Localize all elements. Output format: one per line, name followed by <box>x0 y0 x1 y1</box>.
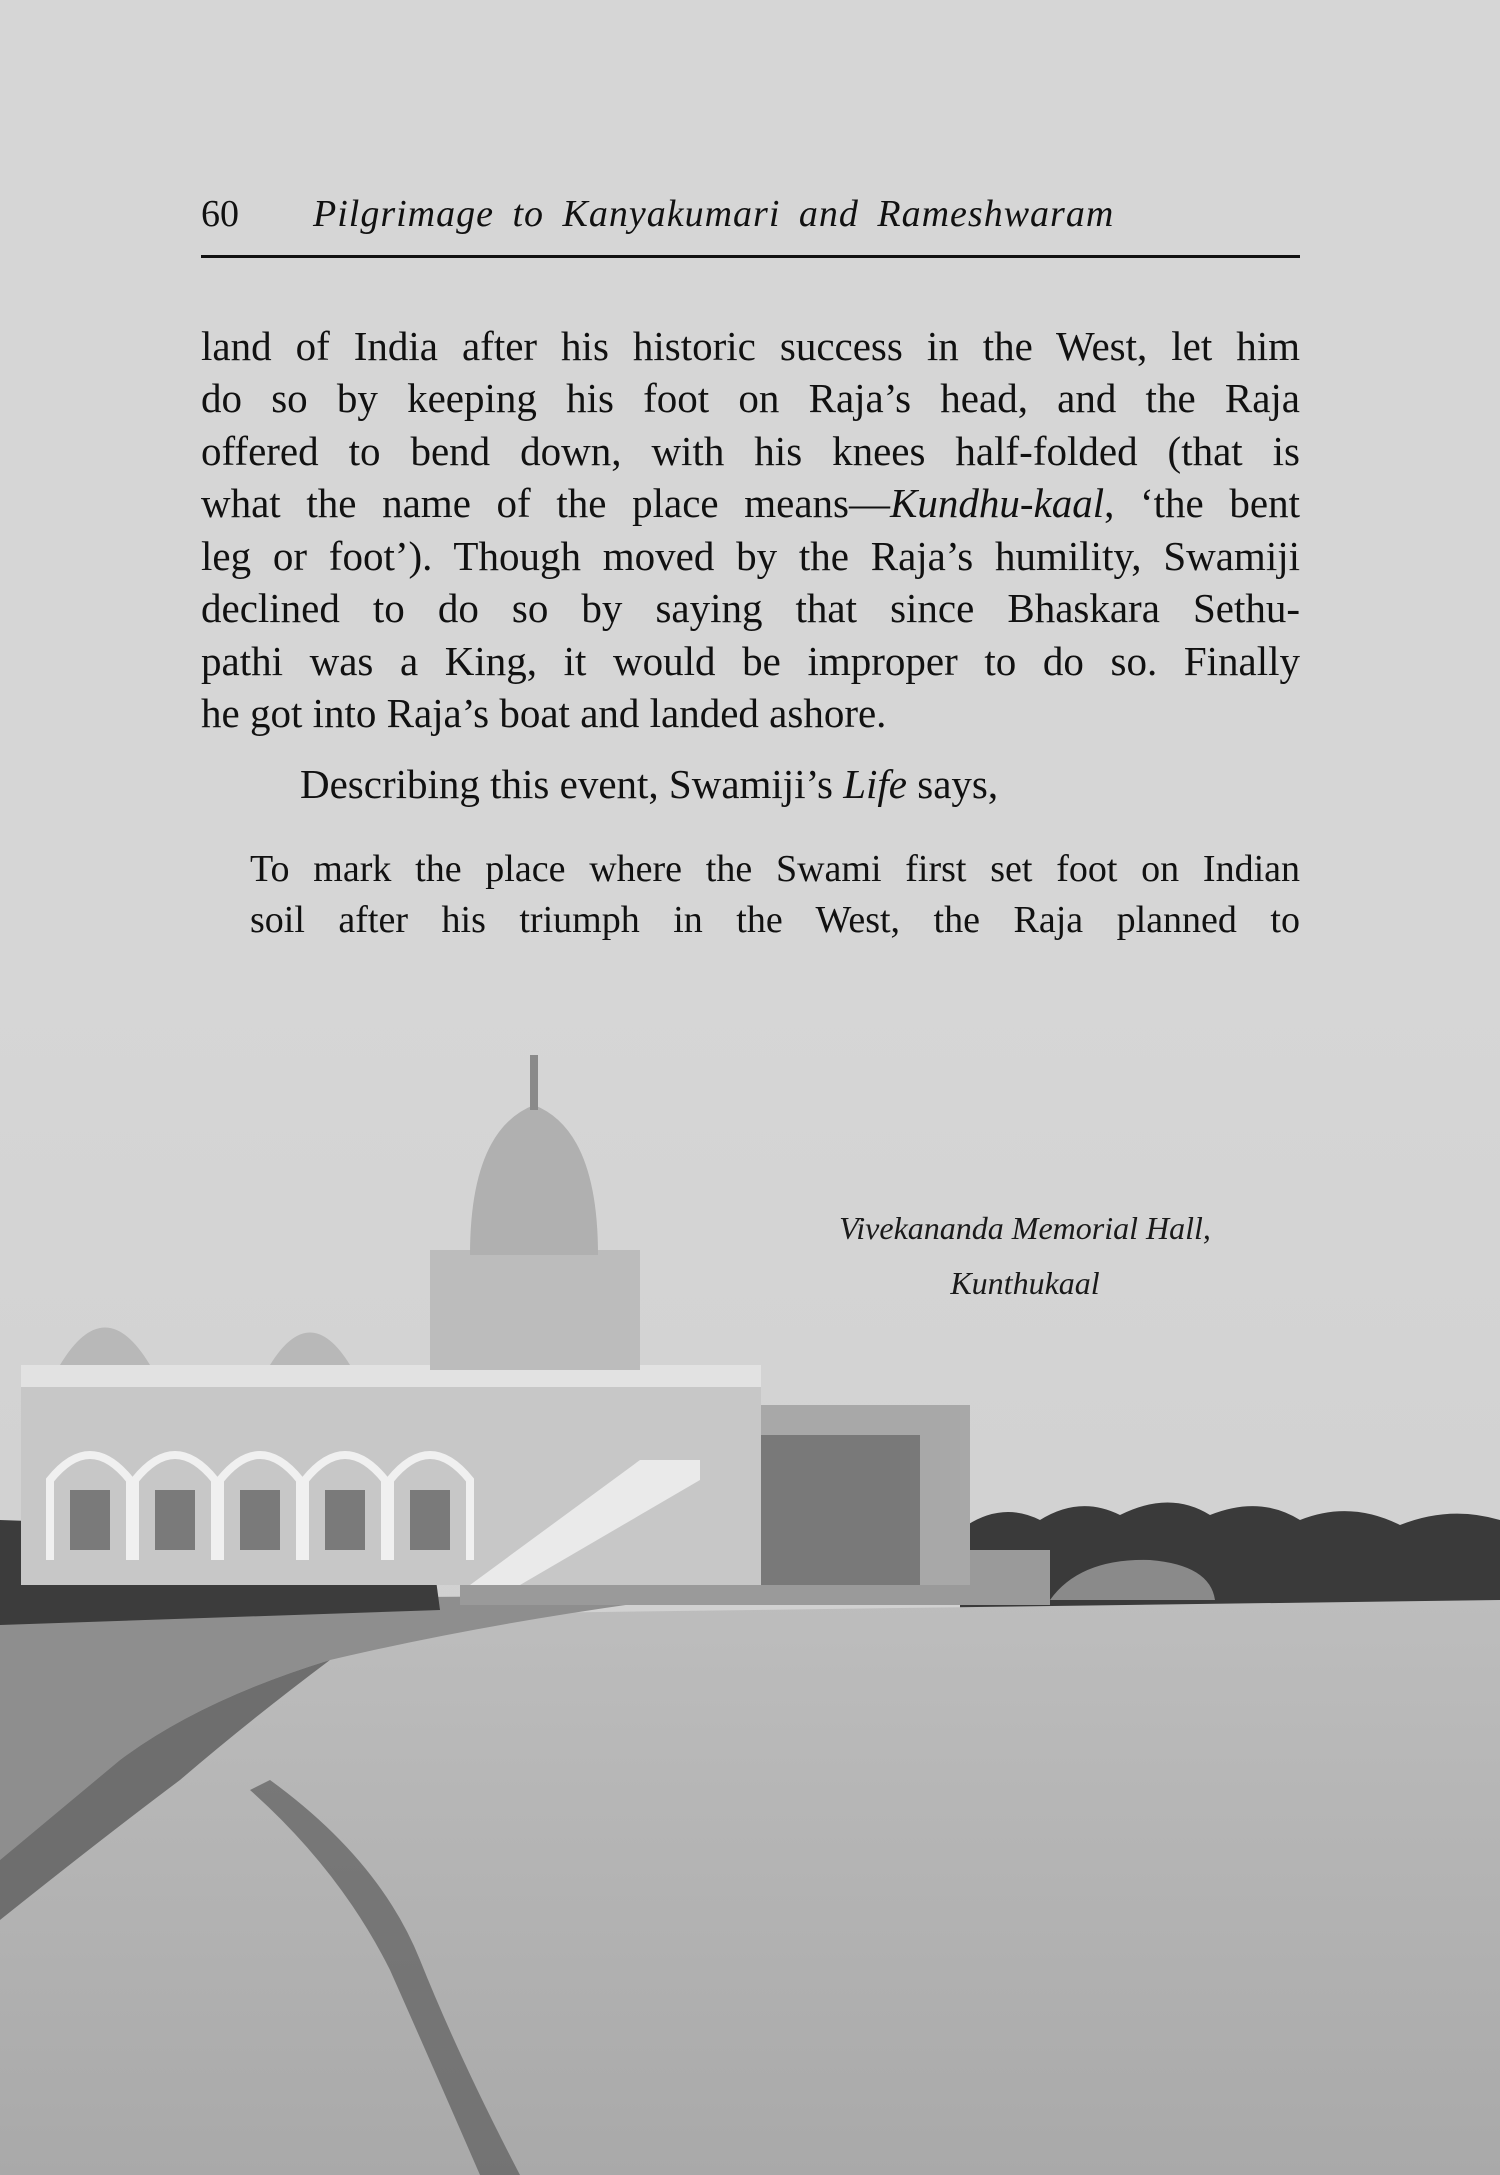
body-line: pathi was a King, it would be improper to do so. Finally <box>201 638 1300 684</box>
body-line: he got into Raja’s boat and landed ashore. <box>201 690 887 736</box>
body-line: declined to do so by saying that since Bhaskara Sethu- <box>201 585 1300 631</box>
paragraph-describing <box>300 758 1300 810</box>
body-line: leg or foot’). Though moved by the Raja’s humility, Swamiji <box>201 533 1300 579</box>
figure-caption-line1: Vivekananda Memorial Hall, <box>839 1210 1211 1246</box>
body-line <box>201 477 1300 529</box>
header-rule <box>201 255 1300 258</box>
running-header <box>201 192 1300 242</box>
body-text: says, <box>907 761 999 807</box>
body-line: offered to bend down, with his knees half-folded (that is <box>201 428 1300 474</box>
running-title: Pilgrimage to Kanyakumari and Rameshwaram <box>313 193 1115 235</box>
body-text: Describing this event, Swamiji’s <box>300 761 844 807</box>
block-quote-line: soil after his triumph in the West, the Raja planned to <box>250 899 1300 941</box>
figure-caption-line2: Kunthukaal <box>950 1265 1100 1301</box>
body-text: what the name of the place means— <box>201 480 890 526</box>
place-name-italic: Kundhu-kaal <box>890 480 1105 526</box>
body-text: , ‘the bent <box>1104 480 1300 526</box>
block-quote-line: To mark the place where the Swami first set foot on Indian <box>250 848 1300 890</box>
page-number: 60 <box>201 193 239 235</box>
memorial-hall-photo <box>0 960 1500 2175</box>
body-line: land of India after his historic success in the West, let him <box>201 323 1300 369</box>
book-title-italic: Life <box>843 761 907 807</box>
body-line: do so by keeping his foot on Raja’s head, and the Raja <box>201 375 1300 421</box>
